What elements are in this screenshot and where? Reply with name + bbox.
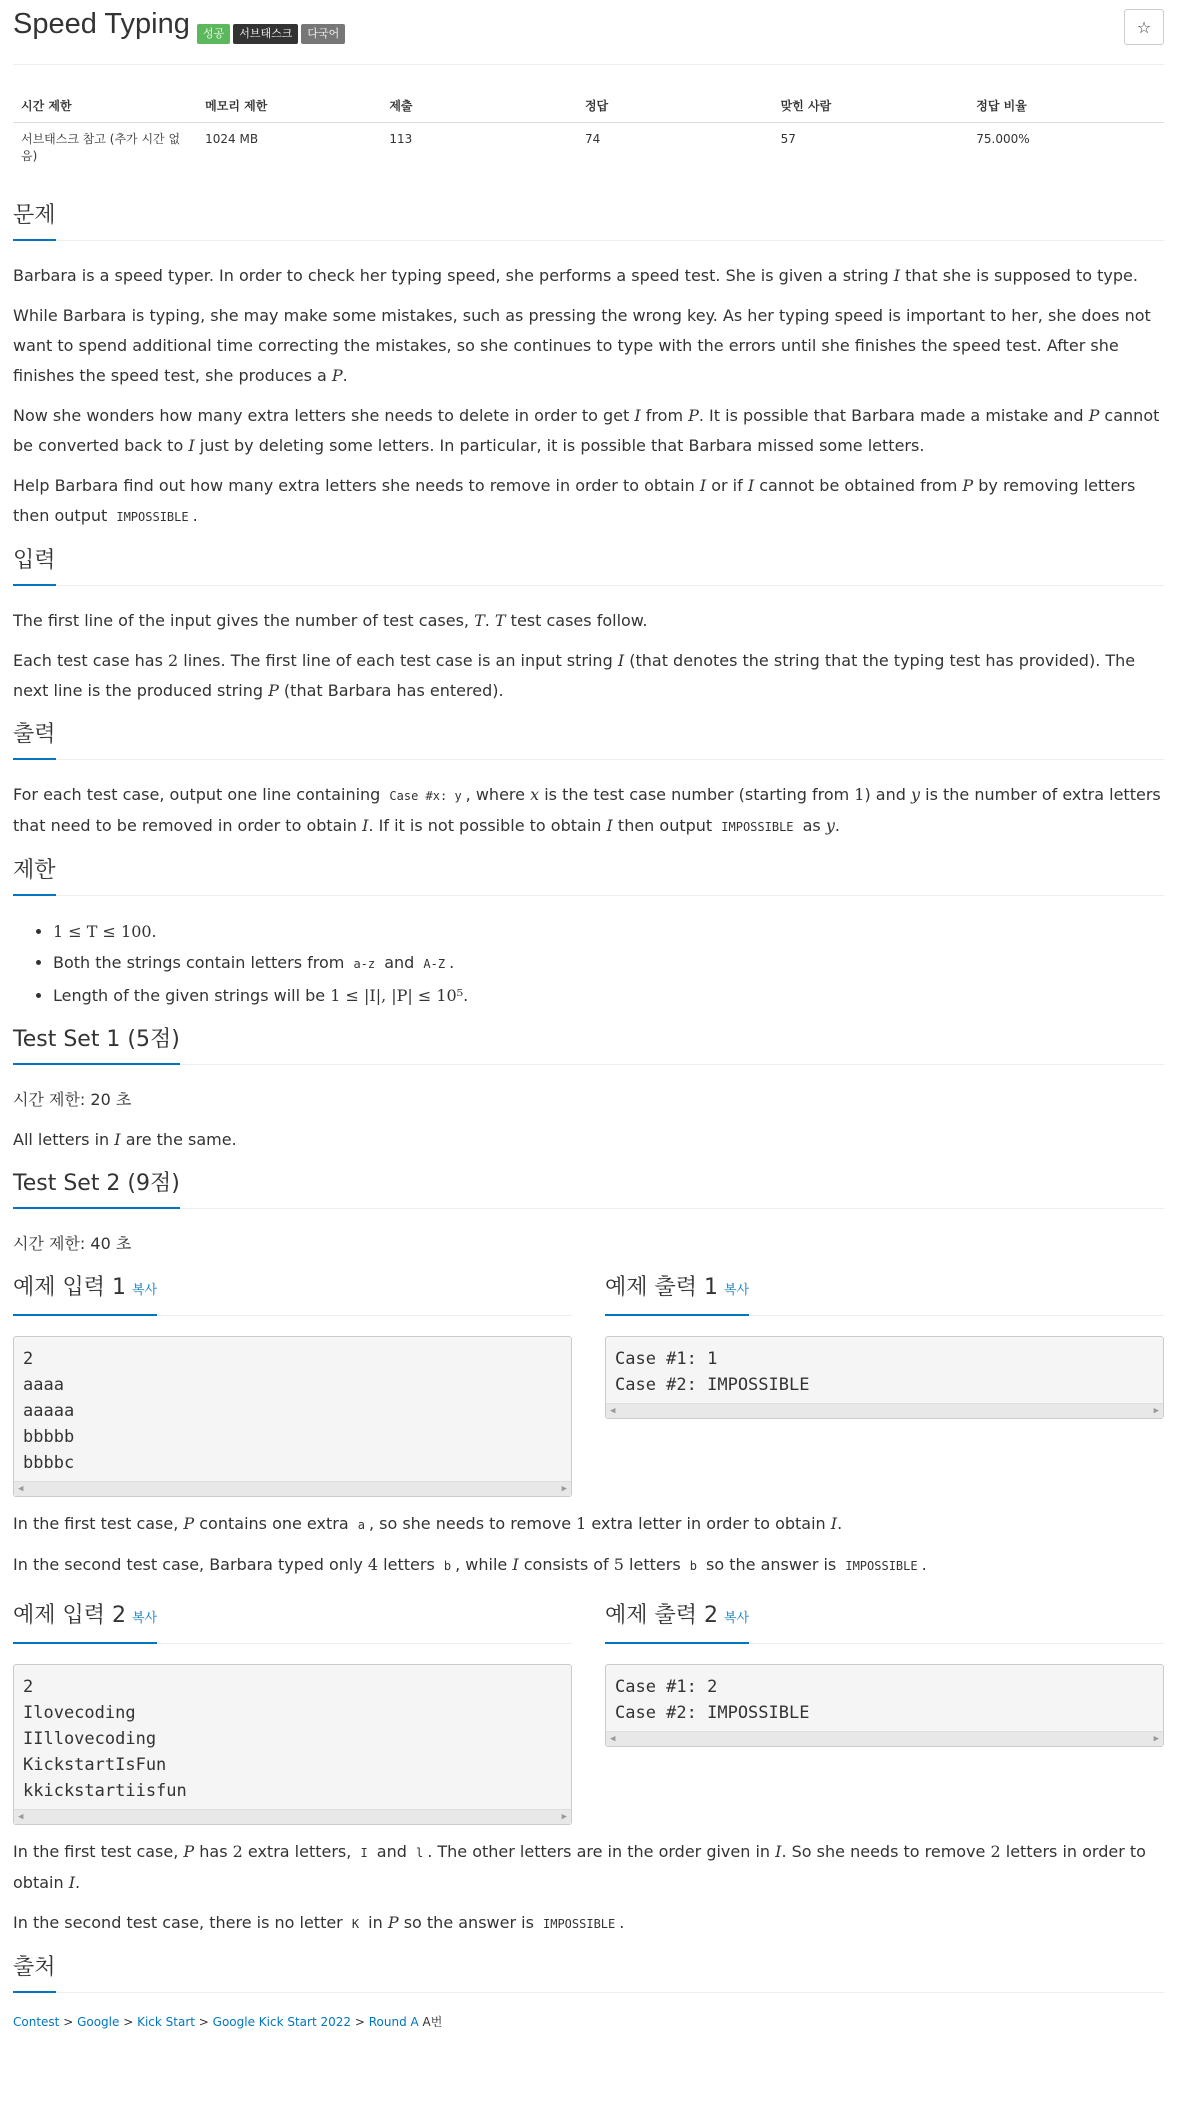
- multilang-badge: 다국어: [301, 24, 345, 44]
- problem-paragraph-4: Help Barbara find out how many extra letters she needs to remove in order to obtain I or if I cannot be obtained from P by removing letters then output IMPOSSIBLE .: [13, 476, 1136, 525]
- sample-input-2-title: 예제 입력 2: [13, 1603, 126, 1628]
- header-time-limit: 시간 제한: [13, 89, 197, 123]
- limits-section: [13, 856, 1164, 1011]
- sample-input-1-box[interactable]: 2 aaaa aaaaa bbbbb bbbbc ◀ ▶: [13, 1336, 572, 1497]
- solvers-value: 57: [780, 132, 796, 146]
- input-paragraph-2: Each test case has 2 lines. The first line of each test case is an input string I (that denotes the string that the typing test has provided). The next line is the produced string P (that Barbara has entered).: [13, 651, 1136, 700]
- header-accepted: 정답: [577, 89, 773, 123]
- copy-input-2-button[interactable]: 복사: [132, 1611, 158, 1626]
- sample1-explanation-2: In the second test case, Barbara typed only 4 letters b , while I consists of 5 letters b so the answer is IMPOSSIBLE .: [13, 1555, 927, 1574]
- testset2-time-limit: 시간 제한: 40 초: [13, 1234, 132, 1253]
- copy-input-1-button[interactable]: 복사: [132, 1283, 158, 1298]
- scrollbar[interactable]: [606, 1731, 1163, 1746]
- source-link-google[interactable]: Google: [77, 2015, 120, 2029]
- scrollbar[interactable]: [606, 1403, 1163, 1418]
- input-paragraph-1: The first line of the input gives the number of test cases, T. T test cases follow.: [13, 611, 648, 630]
- sample-output-1: [605, 1273, 1164, 1497]
- testset1-section: [13, 1025, 1164, 1155]
- header-ratio: 정답 비율: [968, 89, 1164, 123]
- scroll-right-icon: ▶: [561, 1484, 567, 1494]
- problem-paragraph-1: Barbara is a speed typer. In order to check her typing speed, she performs a speed test. She is given a string I that she is supposed to type.: [13, 266, 1138, 285]
- problem-section: [13, 201, 1164, 532]
- scroll-left-icon: ◀: [18, 1812, 24, 1822]
- success-badge: 성공: [197, 24, 230, 44]
- scrollbar[interactable]: [14, 1481, 571, 1496]
- header-memory-limit: 메모리 제한: [197, 89, 381, 123]
- scroll-right-icon: ▶: [1153, 1734, 1159, 1744]
- ratio-value: 75.000%: [976, 132, 1030, 146]
- sample-input-1-title: 예제 입력 1: [13, 1275, 126, 1300]
- testset1-heading: Test Set 1 (5점): [13, 1025, 180, 1065]
- output-heading: 출력: [13, 720, 56, 760]
- testset1-description: All letters in I are the same.: [13, 1130, 237, 1149]
- source-link-contest[interactable]: Contest: [13, 2015, 60, 2029]
- sample2-explanation-1: In the first test case, P has 2 extra letters, I and l . The other letters are in the order given in I. So she needs to remove 2 letters in order to obtain I.: [13, 1842, 1146, 1892]
- table-row: [13, 123, 1164, 174]
- scroll-right-icon: ▶: [561, 1812, 567, 1822]
- sample2-row: [13, 1601, 1164, 1825]
- copy-output-2-button[interactable]: 복사: [724, 1611, 750, 1626]
- sample1-row: [13, 1273, 1164, 1497]
- sample-output-2: [605, 1601, 1164, 1825]
- sample1-explanation-1: In the first test case, P contains one extra a , so she needs to remove 1 extra letter in order to obtain I.: [13, 1514, 843, 1533]
- scrollbar[interactable]: [14, 1809, 571, 1824]
- time-limit-value: 서브태스크 참고 (추가 시간 없음): [21, 132, 181, 163]
- sample-output-1-title: 예제 출력 1: [605, 1275, 718, 1300]
- problem-info-table: [13, 89, 1164, 173]
- source-link-round-a[interactable]: Round A: [368, 2015, 419, 2029]
- input-heading: 입력: [13, 546, 56, 586]
- problem-paragraph-3: Now she wonders how many extra letters she needs to delete in order to get I from P. It is possible that Barbara made a mistake and P cannot be converted back to I just by deleting some letters. In particular, it is possible that Barbara missed some letters.: [13, 406, 1160, 455]
- list-item: • Length of the given strings will be 1 ≤ |I|, |P| ≤ 10⁵.: [53, 980, 1164, 1011]
- sample-input-2: [13, 1601, 572, 1825]
- copy-output-1-button[interactable]: 복사: [724, 1283, 750, 1298]
- output-paragraph: For each test case, output one line containing Case #x: y , where x is the test case number (starting from 1) and y is the number of extra letters that need to be removed in order to obtain I. If it is not possible to obtain I then output IMPOSSIBLE as y.: [13, 785, 1161, 835]
- header-submissions: 제출: [381, 89, 577, 123]
- star-button[interactable]: [1124, 9, 1164, 45]
- accepted-value: 74: [584, 132, 601, 146]
- sample-input-2-box[interactable]: 2 Ilovecoding IIllovecoding KickstartIsFun kkickstartiisfun ◀ ▶: [13, 1664, 572, 1825]
- sample2-explanation-2: In the second test case, there is no letter K in P so the answer is IMPOSSIBLE .: [13, 1913, 625, 1932]
- sample-output-2-box[interactable]: Case #1: 2 Case #2: IMPOSSIBLE ◀ ▶: [605, 1664, 1164, 1747]
- problem-heading: 문제: [13, 201, 56, 241]
- header-solvers: 맞힌 사람: [773, 89, 969, 123]
- testset2-heading: Test Set 2 (9점): [13, 1169, 180, 1209]
- source-link-kickstart-2022[interactable]: Google Kick Start 2022: [212, 2015, 352, 2029]
- title-row: [13, 0, 1164, 65]
- scroll-left-icon: ◀: [610, 1406, 616, 1416]
- limits-heading: 제한: [13, 856, 56, 896]
- output-section: [13, 720, 1164, 842]
- breadcrumb: Contest > Google > Kick Start > Google Kick Start 2022 > Round A A번: [13, 2015, 443, 2029]
- source-heading: 출처: [13, 1953, 56, 1993]
- source-suffix: A번: [418, 2015, 443, 2029]
- problem-paragraph-2: While Barbara is typing, she may make some mistakes, such as pressing the wrong key. As her typing speed is important to her, she does not want to spend additional time correcting the mistakes, so she continues to type with the errors until she finishes the speed test. After she finishes the speed test, she produces a P.: [13, 306, 1151, 385]
- memory-limit-value: 1024 MB: [205, 132, 259, 146]
- star-icon: ☆: [1136, 17, 1152, 37]
- sample-output-2-title: 예제 출력 2: [605, 1603, 718, 1628]
- problem-title: Speed Typing: [13, 8, 190, 40]
- list-item: • Both the strings contain letters from a-z and A-Z .: [53, 947, 1164, 980]
- sample-output-1-box[interactable]: Case #1: 1 Case #2: IMPOSSIBLE ◀ ▶: [605, 1336, 1164, 1419]
- problem-labels: [197, 24, 345, 44]
- input-section: [13, 546, 1164, 706]
- testset1-time-limit: 시간 제한: 20 초: [13, 1090, 132, 1109]
- testset2-section: [13, 1169, 1164, 1259]
- submissions-value: 113: [389, 132, 413, 146]
- subtask-badge: 서브태스크: [233, 24, 298, 44]
- source-link-kickstart[interactable]: Kick Start: [137, 2015, 195, 2029]
- scroll-left-icon: ◀: [18, 1484, 24, 1494]
- scroll-left-icon: ◀: [610, 1734, 616, 1744]
- scroll-right-icon: ▶: [1153, 1406, 1159, 1416]
- source-section: [13, 1953, 1164, 2030]
- sample-input-1: [13, 1273, 572, 1497]
- list-item: • 1 ≤ T ≤ 100.: [53, 916, 1164, 947]
- limits-list: [13, 916, 1164, 1011]
